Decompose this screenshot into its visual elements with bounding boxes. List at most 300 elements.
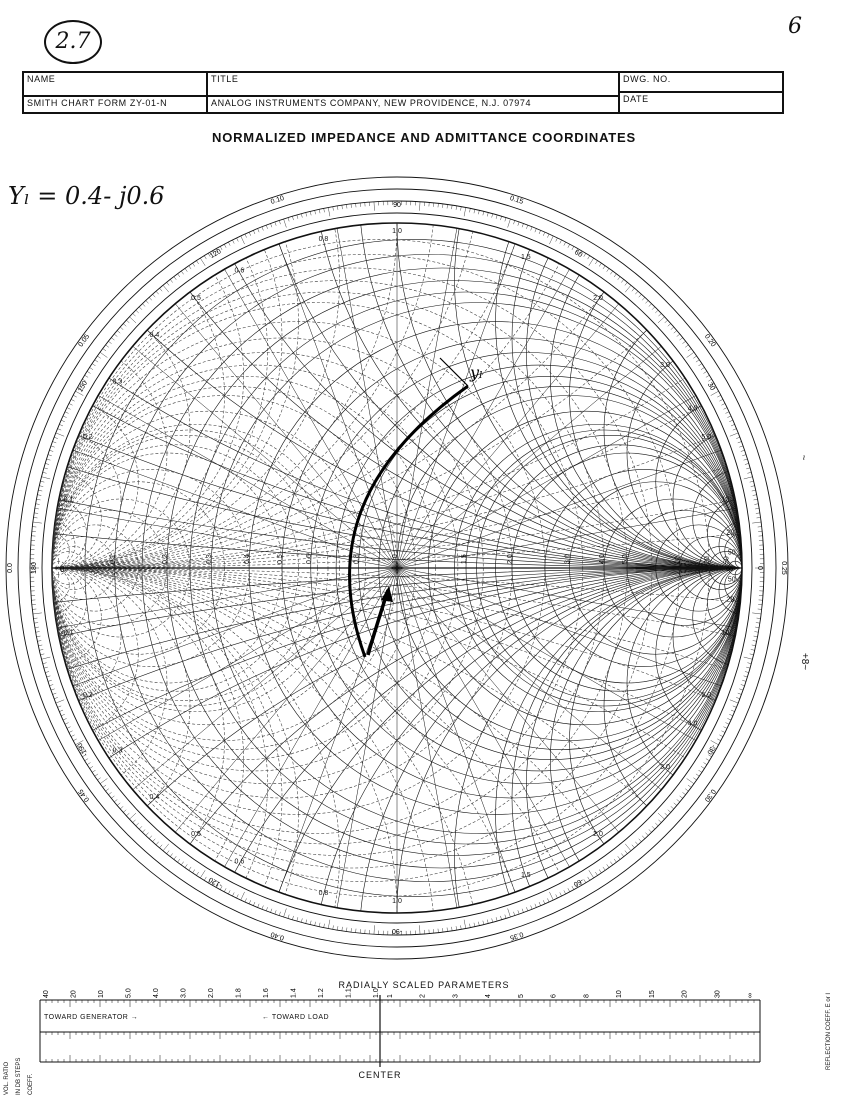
ring-tick	[746, 667, 750, 668]
ring-tick	[531, 906, 532, 910]
ring-tick	[745, 671, 749, 672]
wavelength-label: 0.40	[270, 930, 286, 942]
load-marker-label: yₗ	[470, 363, 483, 382]
ring-tick	[310, 211, 311, 215]
ring-tick	[752, 613, 761, 614]
ring-tick	[752, 490, 756, 491]
ring-tick	[595, 261, 597, 264]
ring-tick	[61, 420, 65, 422]
ring-tick	[719, 399, 723, 401]
ring-tick	[73, 739, 77, 741]
ring-tick	[139, 307, 142, 310]
ring-tick	[193, 263, 195, 266]
ring-tick	[185, 864, 187, 867]
ring-tick	[241, 892, 245, 900]
ring-tick	[539, 902, 541, 906]
reactance-label: 3.0	[660, 764, 670, 771]
susceptance-arc	[0, 568, 848, 970]
ring-tick	[59, 424, 63, 426]
name-field[interactable]	[23, 72, 207, 96]
dwg-no-label: DWG. NO.	[623, 74, 671, 84]
ring-tick	[500, 216, 501, 220]
susceptance-arc	[0, 150, 282, 568]
ring-tick	[306, 213, 307, 217]
ring-tick	[52, 693, 56, 694]
ring-tick	[136, 823, 139, 826]
ring-tick	[374, 925, 375, 934]
angle-label: -30	[705, 743, 717, 756]
ring-tick	[120, 806, 123, 809]
ring-tick	[452, 205, 453, 209]
wavelength-label: 0.45	[77, 787, 92, 803]
ring-tick	[645, 833, 648, 836]
ring-tick	[48, 455, 52, 456]
angle-line	[397, 450, 721, 568]
reactance-arc	[526, 150, 848, 568]
reactance-arc	[311, 568, 848, 970]
ring-tick	[95, 360, 98, 362]
angle-line	[397, 269, 570, 568]
ring-tick	[658, 317, 665, 323]
ring-tick	[351, 928, 352, 932]
ring-tick	[65, 412, 69, 414]
ring-tick	[706, 375, 709, 377]
ring-tick	[37, 495, 41, 496]
ring-tick	[469, 924, 470, 928]
reactance-arc	[656, 396, 829, 569]
ring-tick	[464, 920, 466, 929]
ring-tick	[635, 842, 638, 845]
ring-tick	[614, 274, 616, 277]
ring-tick	[665, 320, 668, 323]
ring-tick	[756, 513, 760, 514]
ring-tick	[703, 763, 706, 765]
ring-tick	[652, 826, 655, 829]
ring-tick	[560, 892, 562, 896]
reactance-label: 0.6	[234, 267, 245, 275]
ring-tick	[44, 468, 48, 469]
ring-tick	[738, 442, 742, 443]
ring-tick	[729, 420, 733, 422]
reactance-label: 0.4	[149, 794, 160, 802]
ring-tick	[736, 437, 740, 438]
ring-tick	[139, 826, 142, 829]
ring-tick	[117, 331, 120, 334]
ring-tick	[547, 898, 549, 902]
ring-tick	[220, 246, 222, 250]
ring-tick	[688, 785, 691, 787]
ring-tick	[723, 727, 727, 729]
ring-tick	[618, 856, 620, 859]
ring-tick	[337, 926, 338, 930]
left-scale-tick-label: 1.8	[235, 988, 243, 998]
ring-tick	[40, 654, 44, 655]
title-field[interactable]	[207, 72, 619, 96]
left-scale-tick-label: 4.0	[153, 988, 160, 998]
angle-line	[397, 228, 457, 568]
ring-tick	[461, 207, 462, 211]
db-steps-label: IN DB STEPS	[16, 1057, 22, 1095]
ring-tick	[674, 331, 677, 334]
ring-tick	[696, 774, 699, 776]
ring-tick	[65, 723, 69, 725]
ring-tick	[706, 759, 709, 761]
ring-tick	[655, 310, 658, 313]
ring-tick	[301, 918, 302, 922]
ring-tick	[514, 220, 515, 224]
ring-tick	[44, 667, 48, 668]
reactance-arc	[359, 150, 848, 568]
ring-tick	[133, 820, 136, 823]
ring-tick	[739, 446, 743, 447]
ring-tick	[297, 215, 298, 219]
reactance-arc	[0, 150, 848, 568]
ring-tick	[297, 917, 298, 921]
ring-tick	[419, 202, 420, 211]
ring-tick	[518, 222, 519, 226]
ring-tick	[564, 890, 566, 894]
resistance-label: 50	[723, 556, 731, 564]
ring-tick	[729, 714, 733, 716]
left-scale-tick-label: 3.0	[180, 988, 188, 998]
ring-tick	[708, 379, 711, 381]
ring-tick	[731, 710, 735, 712]
ring-tick	[342, 927, 343, 931]
ring-tick	[487, 920, 488, 924]
ring-tick	[741, 685, 745, 686]
ring-tick	[755, 627, 759, 628]
ring-tick	[47, 459, 51, 460]
ring-tick	[196, 872, 198, 875]
ring-tick	[39, 649, 43, 650]
ring-tick	[508, 908, 511, 917]
reactance-label: 0.1	[63, 629, 74, 637]
left-scale-tick-label: 1.6	[263, 988, 270, 998]
ring-tick	[42, 477, 51, 479]
ring-tick	[719, 735, 723, 737]
ring-tick	[328, 920, 330, 929]
ring-tick	[90, 766, 93, 768]
ring-tick	[42, 657, 51, 659]
ring-tick	[621, 279, 623, 282]
wavelength-label: 0.05	[77, 333, 92, 349]
ring-tick	[584, 253, 586, 256]
ring-tick	[741, 450, 745, 451]
form-id: SMITH CHART FORM ZY-01-N	[23, 96, 207, 113]
smith-chart	[0, 150, 848, 970]
angle-label: 180	[31, 562, 38, 574]
ring-tick	[56, 433, 64, 436]
susceptance-arc	[0, 338, 167, 568]
angle-label: 90	[393, 202, 401, 209]
reactance-arc	[604, 292, 848, 568]
ring-tick	[33, 613, 42, 614]
reactance-label: 50	[727, 549, 736, 557]
ring-tick	[34, 513, 38, 514]
ring-tick	[603, 266, 605, 269]
ring-tick	[607, 864, 609, 867]
ring-tick	[90, 367, 93, 369]
ring-tick	[738, 693, 742, 694]
dwg-no-field[interactable]	[619, 72, 783, 92]
ring-tick	[92, 770, 95, 772]
right-scale-tick-label: 3	[452, 994, 460, 998]
susceptance-arc	[0, 568, 848, 970]
ring-tick	[727, 416, 731, 418]
reactance-label: 5.0	[701, 691, 712, 699]
susceptance-arc	[0, 150, 848, 568]
ring-tick	[452, 927, 453, 931]
ring-tick	[754, 632, 758, 633]
ring-tick	[92, 364, 95, 366]
center-label: CENTER	[358, 1070, 402, 1080]
ring-tick	[635, 291, 638, 294]
angle-label: -90	[391, 927, 403, 934]
ring-tick	[492, 214, 493, 218]
ring-tick	[625, 844, 631, 851]
angle-label: -120	[207, 875, 224, 889]
wavelength-label: 0.10	[270, 194, 286, 206]
wavelength-label: 0.35	[508, 930, 524, 942]
ring-tick	[258, 904, 260, 908]
ring-tick	[275, 910, 276, 914]
impedance-admittance-grid	[0, 150, 848, 970]
ring-tick	[618, 277, 620, 280]
ring-tick	[249, 900, 251, 904]
ring-tick	[639, 294, 642, 297]
ring-tick	[103, 349, 106, 351]
ring-tick	[47, 676, 51, 677]
company-name: ANALOG INSTRUMENTS COMPANY, NEW PROVIDENCE, N.J. 07974	[207, 96, 619, 113]
zero-label: 0	[60, 565, 65, 574]
susceptance-arc	[0, 568, 282, 970]
reactance-label: 0.8	[318, 889, 329, 897]
reactance-arc	[0, 150, 848, 568]
ring-tick	[54, 697, 58, 698]
ring-tick	[687, 352, 694, 357]
ring-tick	[249, 232, 251, 236]
reactance-label: 4.0	[687, 405, 698, 413]
susceptance-arc	[0, 150, 848, 568]
ring-tick	[649, 304, 652, 307]
reactance-label: 0.5	[191, 295, 201, 302]
resistance-label: 10	[674, 556, 682, 564]
angle-label: -150	[76, 741, 90, 758]
ring-tick	[508, 219, 511, 228]
reactance-label: 0.4	[149, 331, 160, 339]
ring-tick	[185, 268, 187, 271]
ring-tick	[736, 697, 740, 698]
reactance-arc	[0, 568, 848, 970]
reactance-arc	[397, 568, 848, 970]
ring-tick	[374, 202, 375, 211]
ring-tick	[170, 853, 172, 856]
resistance-label: 1.0	[392, 554, 399, 564]
load-admittance-note: Yₗ = 0.4- j0.6	[8, 182, 165, 210]
ring-tick	[693, 778, 696, 780]
ring-tick	[61, 714, 65, 716]
ring-tick	[245, 898, 247, 902]
ring-tick	[153, 839, 156, 842]
ring-tick	[108, 341, 111, 343]
ring-tick	[456, 926, 457, 930]
ring-tick	[699, 364, 702, 366]
angle-line	[57, 568, 397, 628]
reactance-label: 1.5	[520, 872, 531, 880]
ring-tick	[253, 230, 255, 234]
angle-line	[73, 450, 397, 568]
date-field[interactable]	[619, 92, 783, 113]
ring-tick	[85, 375, 88, 377]
ring-tick	[474, 923, 475, 927]
ring-tick	[35, 627, 39, 628]
ring-tick	[543, 232, 545, 236]
ring-tick	[324, 924, 325, 928]
title-block	[22, 71, 784, 114]
ring-tick	[730, 433, 738, 436]
angle-label: 150	[77, 379, 90, 394]
ring-tick	[658, 313, 661, 316]
ring-tick	[696, 360, 699, 362]
ring-tick	[745, 463, 749, 464]
ring-tick	[315, 922, 316, 926]
ring-tick	[744, 459, 748, 460]
ring-tick	[621, 853, 623, 856]
ring-tick	[136, 310, 139, 313]
reactance-label: 2.0	[593, 831, 603, 838]
ring-tick	[717, 395, 721, 397]
ring-tick	[677, 799, 680, 802]
ring-tick	[589, 870, 594, 878]
ring-tick	[671, 327, 674, 330]
ring-tick	[549, 892, 553, 900]
reactance-label: 20	[726, 596, 735, 604]
ring-tick	[108, 792, 111, 794]
ring-tick	[67, 408, 71, 410]
ring-tick	[156, 291, 159, 294]
ring-tick	[750, 654, 754, 655]
ring-tick	[39, 486, 43, 487]
angle-line	[337, 568, 397, 908]
ring-tick	[717, 739, 721, 741]
ring-tick	[160, 288, 163, 291]
reactance-label: 1.0	[392, 898, 402, 905]
ring-tick	[284, 908, 287, 917]
ring-tick	[680, 338, 683, 341]
angle-label: 30	[705, 381, 716, 392]
ring-tick	[129, 317, 136, 323]
ring-tick	[100, 778, 107, 783]
ring-tick	[721, 731, 725, 733]
resistance-label: 0.8	[353, 554, 361, 564]
ring-tick	[146, 833, 149, 836]
ring-tick	[742, 455, 746, 456]
ring-tick	[43, 472, 47, 473]
ring-tick	[680, 796, 683, 799]
ring-tick	[500, 916, 501, 920]
ring-tick	[117, 803, 120, 806]
ring-tick	[51, 446, 55, 447]
ring-tick	[328, 208, 330, 217]
ring-tick	[262, 906, 263, 910]
ring-tick	[652, 307, 655, 310]
ring-tick	[337, 206, 338, 210]
ring-tick	[106, 345, 109, 347]
ring-tick	[333, 925, 334, 929]
right-scale-tick-label: 8	[583, 994, 591, 998]
ring-tick	[163, 844, 169, 851]
susceptance-arc	[0, 150, 298, 568]
ring-tick	[751, 649, 755, 650]
ring-tick	[632, 288, 635, 291]
reactance-label: 1.0	[392, 228, 402, 235]
reactance-arc	[167, 150, 848, 568]
ring-tick	[34, 618, 38, 619]
ring-tick	[645, 300, 648, 303]
ring-tick	[682, 792, 685, 794]
ring-tick	[123, 324, 126, 327]
ring-tick	[54, 437, 58, 438]
ring-tick	[232, 892, 234, 896]
susceptance-arc	[0, 568, 848, 970]
ring-tick	[346, 928, 347, 932]
ring-tick	[237, 238, 239, 242]
ring-tick	[123, 810, 126, 813]
ring-tick	[266, 907, 267, 911]
ring-tick	[48, 680, 52, 681]
ring-tick	[45, 671, 49, 672]
ring-tick	[685, 789, 688, 791]
ring-tick	[315, 210, 316, 214]
ring-tick	[599, 263, 601, 266]
ring-tick	[43, 663, 47, 664]
ring-tick	[674, 803, 677, 806]
ring-tick	[266, 225, 267, 229]
ring-tick	[237, 894, 239, 898]
ring-tick	[682, 341, 685, 343]
reactance-arc	[496, 568, 848, 970]
resistance-label: 0.6	[305, 554, 313, 564]
resistance-label: 5.0	[622, 554, 629, 564]
reactance-label: 0.2	[82, 691, 93, 699]
ring-tick	[483, 211, 484, 215]
susceptance-arc	[0, 150, 483, 568]
susceptance-arc	[0, 150, 848, 568]
ring-tick	[658, 813, 665, 819]
reactance-label: 50	[727, 576, 736, 584]
ring-tick	[733, 429, 737, 431]
reactance-arc	[455, 568, 848, 970]
ring-tick	[253, 902, 255, 906]
ring-tick	[599, 870, 601, 873]
left-scale-tick-label: 1.4	[290, 988, 298, 998]
ring-tick	[632, 845, 635, 848]
ring-tick	[505, 915, 506, 919]
ring-tick	[757, 618, 761, 619]
ring-tick	[200, 258, 205, 266]
susceptance-arc	[0, 150, 742, 568]
ring-tick	[727, 718, 731, 720]
ring-tick	[258, 228, 260, 232]
reactance-arc	[0, 568, 848, 970]
ring-tick	[642, 836, 645, 839]
angle-label: 0	[756, 566, 763, 570]
wavelength-label: 0.25	[780, 561, 787, 575]
ring-tick	[492, 918, 493, 922]
ring-tick	[142, 829, 145, 832]
ring-tick	[103, 785, 106, 787]
ring-tick	[752, 645, 756, 646]
